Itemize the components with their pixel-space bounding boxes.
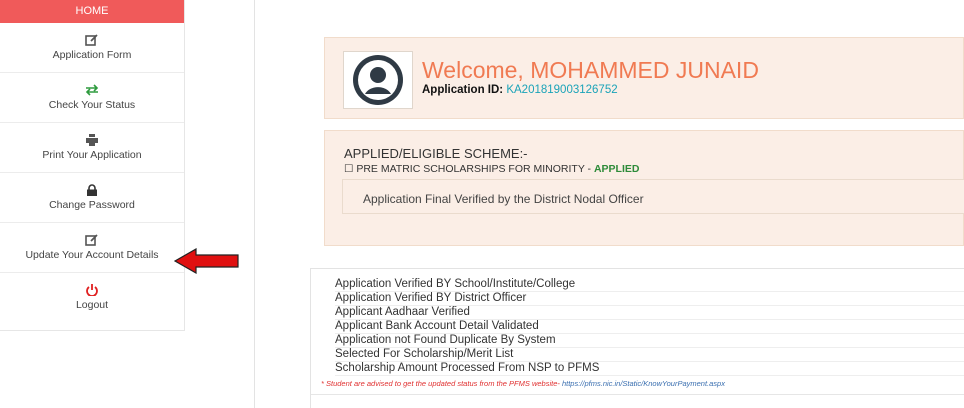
sidebar <box>0 0 185 331</box>
status-step: Application Verified BY School/Institute/College <box>335 278 964 292</box>
sidebar-item-application-form[interactable] <box>0 23 184 73</box>
status-step: Scholarship Amount Processed From NSP to PFMS <box>335 362 964 376</box>
application-id <box>422 84 618 96</box>
edit-icon <box>85 234 99 246</box>
welcome-panel <box>324 37 964 119</box>
pfms-note <box>321 379 725 388</box>
status-steps-panel <box>310 268 964 408</box>
scheme-panel <box>324 130 964 246</box>
sidebar-item-print-application[interactable] <box>0 123 184 173</box>
scheme-heading: APPLIED/ELIGIBLE SCHEME:- <box>344 146 528 161</box>
verification-box <box>342 179 964 214</box>
print-icon <box>85 134 99 146</box>
sidebar-item-label: Logout <box>75 299 109 311</box>
status-step: Application not Found Duplicate By System <box>335 334 964 348</box>
avatar <box>343 51 413 109</box>
status-step: Applicant Aadhaar Verified <box>335 306 964 320</box>
power-icon <box>85 284 99 296</box>
pfms-link[interactable]: https://pfms.nic.in/Static/KnowYourPayment.aspx <box>561 379 725 388</box>
application-id-label: Application ID: <box>422 84 504 96</box>
sidebar-item-label: Application Form <box>52 49 132 61</box>
scheme-item-name: ☐ PRE MATRIC SCHOLARSHIPS FOR MINORITY - <box>344 163 594 175</box>
status-step: Selected For Scholarship/Merit List <box>335 348 964 362</box>
divider <box>311 394 964 395</box>
sidebar-item-label: Change Password <box>49 199 135 211</box>
sidebar-item-update-account[interactable] <box>0 223 184 273</box>
sidebar-item-change-password[interactable] <box>0 173 184 223</box>
sidebar-item-label: Check Your Status <box>48 99 136 111</box>
pfms-note-text: * Student are advised to get the updated status from the PFMS website- <box>321 379 562 388</box>
sidebar-item-label: Print Your Application <box>42 149 142 161</box>
sidebar-item-logout[interactable] <box>0 273 184 323</box>
pointer-arrow-icon <box>174 248 240 274</box>
application-id-value: KA201819003126752 <box>506 84 618 96</box>
user-icon <box>344 52 412 108</box>
sidebar-home[interactable]: HOME <box>0 0 184 23</box>
status-step: Application Verified BY District Officer <box>335 292 964 306</box>
status-steps-list <box>335 278 964 376</box>
lock-icon <box>85 184 99 196</box>
welcome-title: Welcome, MOHAMMED JUNAID <box>422 57 759 83</box>
scheme-item <box>344 163 639 175</box>
status-step: Applicant Bank Account Detail Validated <box>335 320 964 334</box>
main-content <box>255 0 964 408</box>
edit-icon <box>85 34 99 46</box>
sidebar-item-check-status[interactable] <box>0 73 184 123</box>
sidebar-item-label: Update Your Account Details <box>25 249 159 261</box>
exchange-icon <box>85 84 99 96</box>
scheme-item-status: APPLIED <box>593 163 640 175</box>
verification-text: Application Final Verified by the District Nodal Officer <box>363 192 644 206</box>
